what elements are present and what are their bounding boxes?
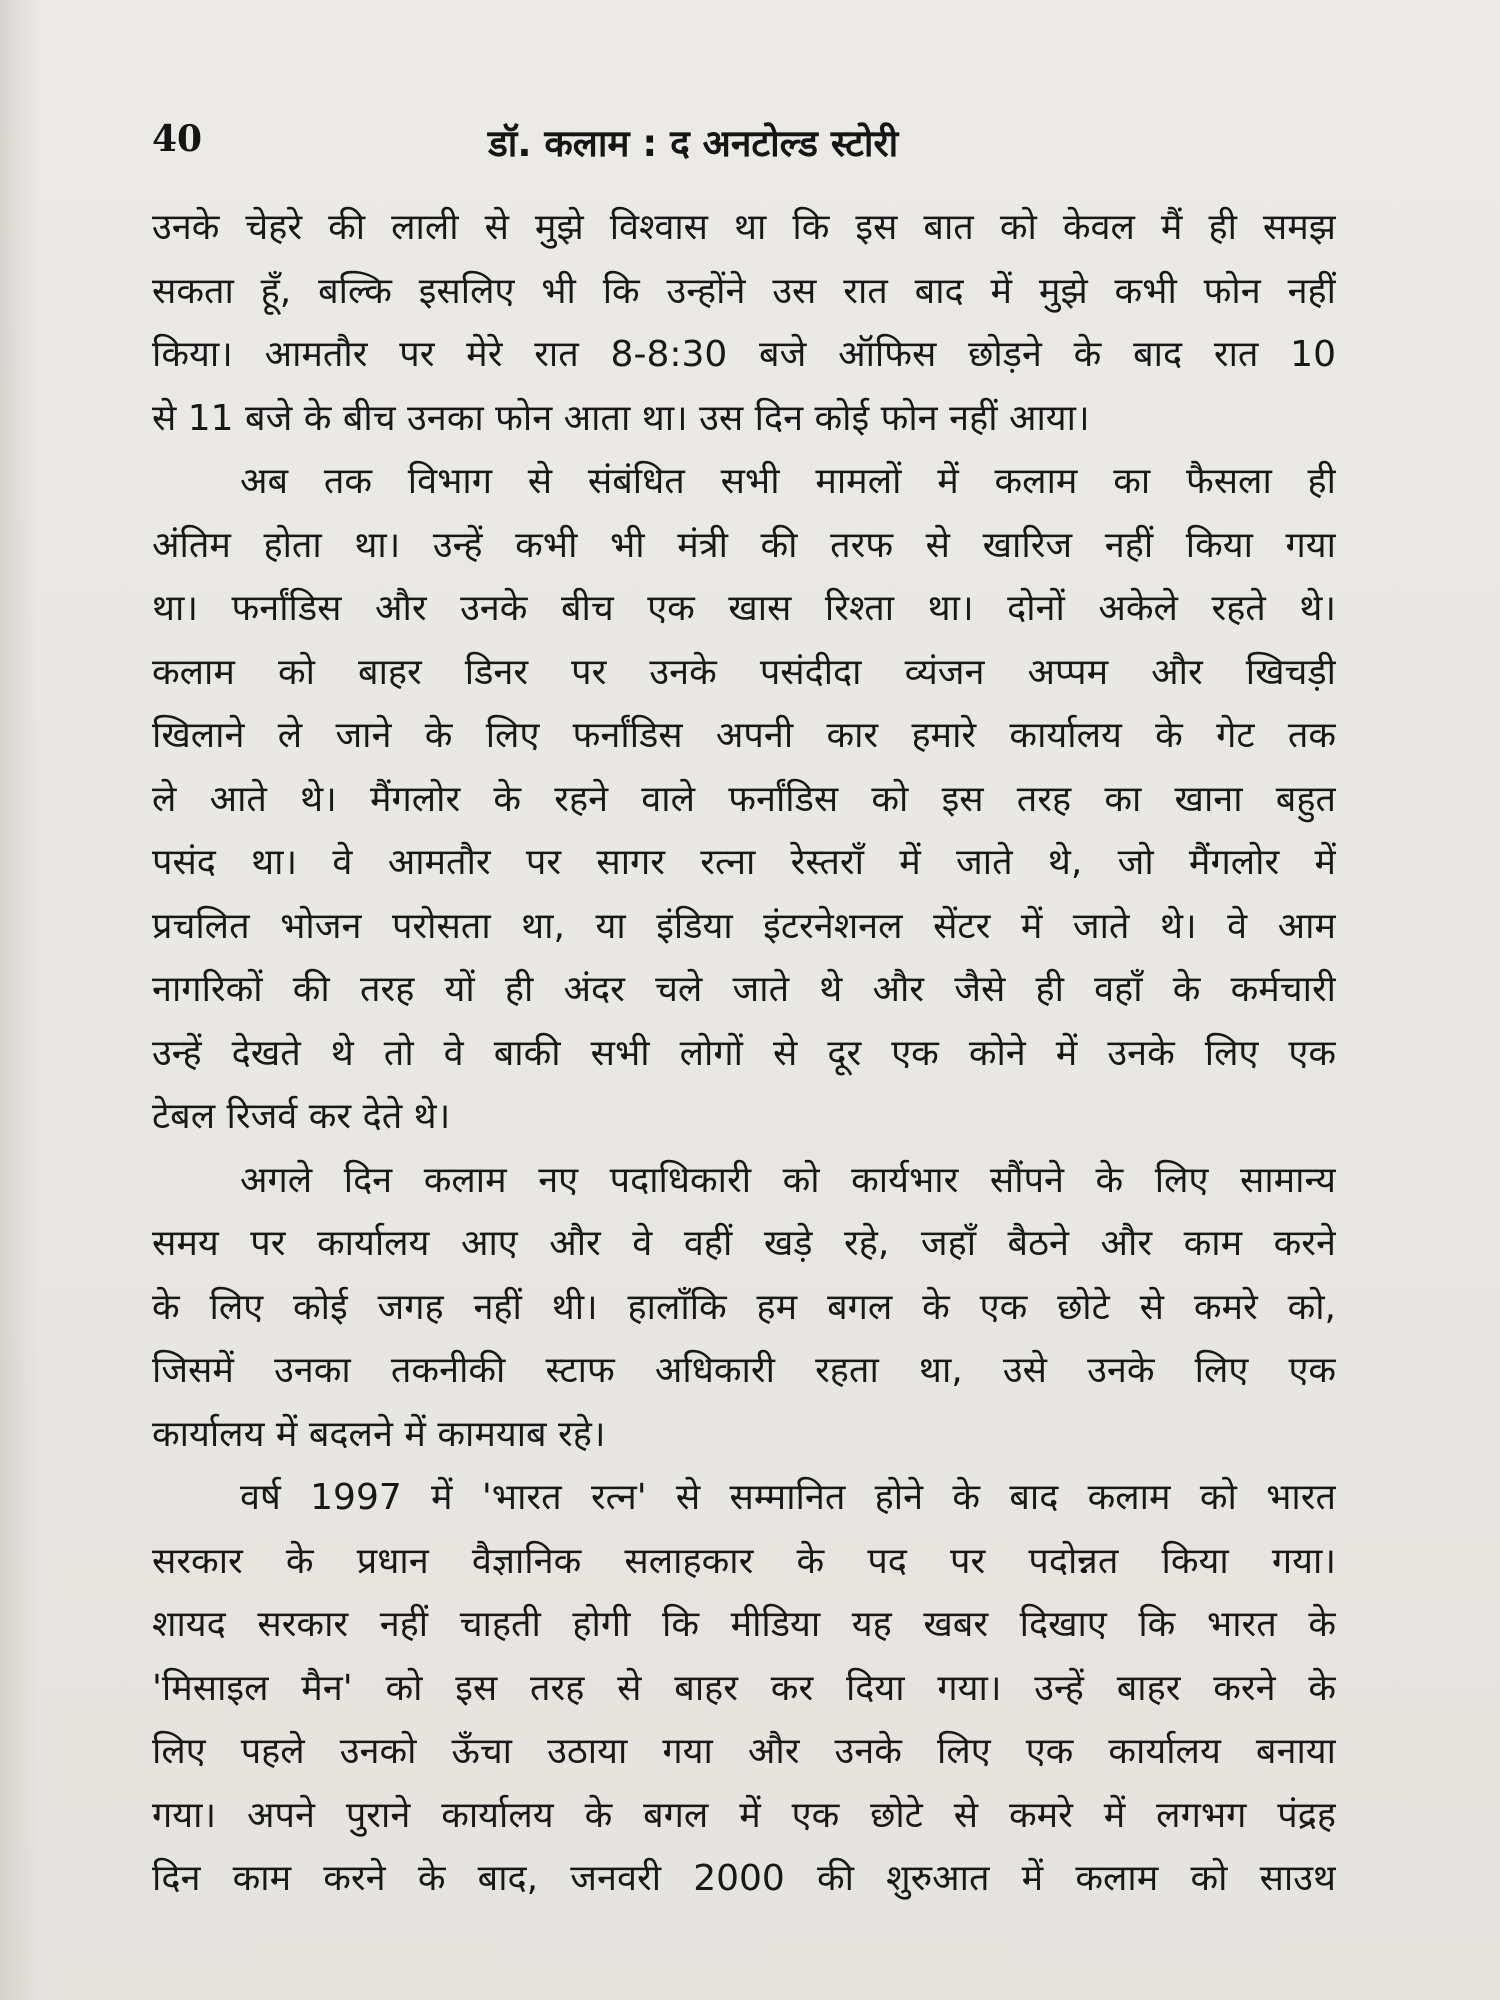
text-line: के लिए कोई जगह नहीं थी। हालाँकि हम बगल के एक छोटे से कमरे को, (152, 1286, 1336, 1328)
text-line: अगले दिन कलाम नए पदाधिकारी को कार्यभार सौंपने के लिए सामान्य (240, 1159, 1336, 1201)
text-line: उन्हें देखते थे तो वे बाकी सभी लोगों से दूर एक कोने में उनके लिए एक (152, 1032, 1336, 1074)
text-line: खिलाने ले जाने के लिए फर्नांडिस अपनी कार हमारे कार्यालय के गेट तक (152, 715, 1336, 756)
text-line: पसंद था। वे आमतौर पर सागर रत्ना रेस्तराँ में जाते थे, जो मैंगलोर में (152, 842, 1336, 883)
text-line: कार्यालय में बदलने में कामयाब रहे। (152, 1413, 606, 1455)
text-line: से 11 बजे के बीच उनका फोन आता था। उस दिन कोई फोन नहीं आया। (152, 397, 1090, 439)
text-line: समय पर कार्यालय आए और वे वहीं खड़े रहे, जहाँ बैठने और काम करने (152, 1223, 1336, 1264)
text-line: लिए पहले उनको ऊँचा उठाया गया और उनके लिए एक कार्यालय बनाया (152, 1731, 1336, 1772)
text-line: किया। आमतौर पर मेरे रात 8-8:30 बजे ऑफिस छोड़ने के बाद रात 10 (152, 334, 1336, 375)
text-line: शायद सरकार नहीं चाहती होगी कि मीडिया यह खबर दिखाए कि भारत के (152, 1604, 1336, 1645)
text-line: सकता हूँ, बल्कि इसलिए भी कि उन्होंने उस रात बाद में मुझे कभी फोन नहीं (152, 270, 1336, 312)
text-line: दिन काम करने के बाद, जनवरी 2000 की शुरुआत में कलाम को साउथ (152, 1858, 1336, 1899)
text-line: उनके चेहरे की लाली से मुझे विश्वास था कि इस बात को केवल मैं ही समझ (152, 207, 1336, 248)
text-line: नागरिकों की तरह यों ही अंदर चले जाते थे और जैसे ही वहाँ के कर्मचारी (152, 969, 1336, 1010)
text-line: गया। अपने पुराने कार्यालय के बगल में एक छोटे से कमरे में लगभग पंद्रह (152, 1794, 1336, 1836)
text-line: प्रचलित भोजन परोसता था, या इंडिया इंटरनेशनल सेंटर में जाते थे। वे आम (152, 905, 1336, 947)
page-header (152, 112, 1332, 172)
text-line: अंतिम होता था। उन्हें कभी भी मंत्री की तरफ से खारिज नहीं किया गया (152, 524, 1336, 566)
page-number: 40 (152, 118, 203, 160)
text-line: वर्ष 1997 में 'भारत रत्न' से सम्मानित होने के बाद कलाम को भारत (240, 1477, 1336, 1518)
text-line: 'मिसाइल मैन' को इस तरह से बाहर कर दिया गया। उन्हें बाहर करने के (152, 1667, 1336, 1709)
text-line: टेबल रिजर्व कर देते थे। (152, 1096, 451, 1137)
body-text (152, 196, 1336, 1911)
text-line: सरकार के प्रधान वैज्ञानिक सलाहकार के पद पर पदोन्नत किया गया। (152, 1540, 1336, 1582)
text-line: ले आते थे। मैंगलोर के रहने वाले फर्नांडिस को इस तरह का खाना बहुत (152, 778, 1336, 820)
page-binding-shadow (0, 0, 40, 2000)
text-line: अब तक विभाग से संबंधित सभी मामलों में कलाम का फैसला ही (240, 461, 1336, 502)
running-title: डॉ. कलाम : द अनटोल्ड स्टोरी (488, 122, 899, 165)
text-line: था। फर्नांडिस और उनके बीच एक खास रिश्ता था। दोनों अकेले रहते थे। (152, 588, 1336, 629)
text-line: जिसमें उनका तकनीकी स्टाफ अधिकारी रहता था, उसे उनके लिए एक (152, 1350, 1336, 1391)
text-line: कलाम को बाहर डिनर पर उनके पसंदीदा व्यंजन अप्पम और खिचड़ी (152, 651, 1336, 693)
